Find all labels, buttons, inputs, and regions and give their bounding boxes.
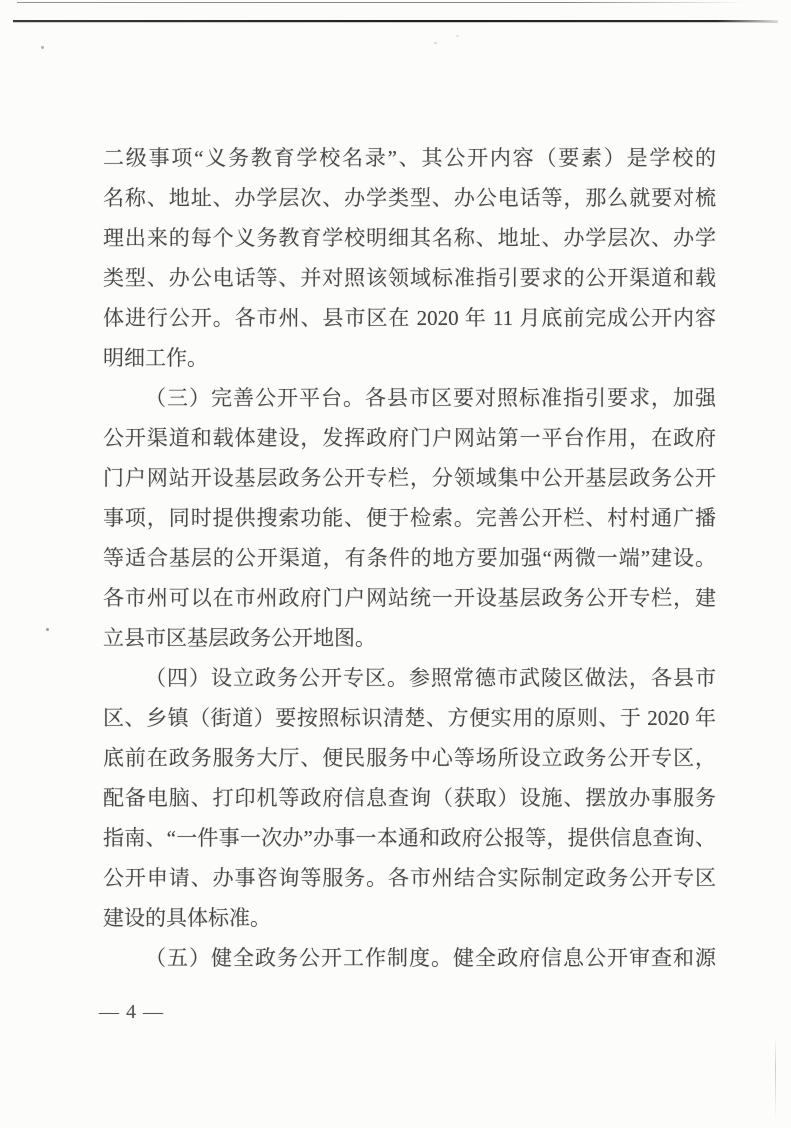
- text-line: 体进行公开。各市州、县市区在 2020 年 11 月底前完成公开内容: [103, 306, 716, 330]
- text-line: 名称、地址、办学层次、办学类型、办公电话等，那么就要对梳: [103, 186, 716, 210]
- text-line: 配备电脑、打印机等政府信息查询（获取）设施、摆放办事服务: [103, 786, 716, 810]
- page-number: — 4 —: [99, 1001, 164, 1023]
- scan-speckle: [434, 42, 437, 44]
- text-line: 各市州可以在市州政府门户网站统一开设基层政务公开专栏，建: [103, 586, 716, 610]
- text-line: 公开申请、办事咨询等服务。各市州结合实际制定政务公开专区: [103, 866, 716, 890]
- text-line: 二级事项“义务教育学校名录”、其公开内容（要素）是学校的: [103, 146, 716, 170]
- text-line: 建设的具体标准。: [103, 906, 271, 930]
- text-line: （四）设立政务公开专区。参照常德市武陵区做法，各县市: [145, 666, 716, 690]
- page-top-rule: [13, 20, 778, 22]
- text-line: 事项，同时提供搜索功能、便于检索。完善公开栏、村村通广播: [103, 506, 716, 530]
- text-line: 底前在政务服务大厅、便民服务中心等场所设立政务公开专区，: [103, 746, 716, 770]
- text-line: 指南、“一件事一次办”办事一本通和政府公报等，提供信息查询、: [103, 826, 716, 850]
- text-line: 区、乡镇（街道）要按照标识清楚、方便实用的原则、于 2020 年: [103, 706, 716, 730]
- scan-right-edge-line: [775, 1036, 776, 1120]
- text-line: 门户网站开设基层政务公开专栏，分领域集中公开基层政务公开: [103, 466, 716, 490]
- scan-top-edge-line: [17, 2, 746, 3]
- text-line: 公开渠道和载体建设，发挥政府门户网站第一平台作用，在政府: [103, 426, 716, 450]
- text-line: （五）健全政务公开工作制度。健全政府信息公开审查和源: [145, 946, 716, 970]
- scan-speckle: [456, 35, 459, 37]
- document-lines: [103, 138, 716, 978]
- scan-speckle: [46, 628, 49, 631]
- scan-speckle: [41, 46, 44, 49]
- text-line: 理出来的每个义务教育学校明细其名称、地址、办学层次、办学: [103, 226, 716, 250]
- text-line: 等适合基层的公开渠道，有条件的地方要加强“两微一端”建设。: [103, 546, 716, 570]
- text-line: 明细工作。: [103, 346, 208, 370]
- text-line: 类型、办公电话等、并对照该领域标准指引要求的公开渠道和载: [103, 266, 716, 290]
- text-line: 立县市区基层政务公开地图。: [103, 626, 376, 650]
- text-line: （三）完善公开平台。各县市区要对照标准指引要求，加强: [145, 386, 716, 410]
